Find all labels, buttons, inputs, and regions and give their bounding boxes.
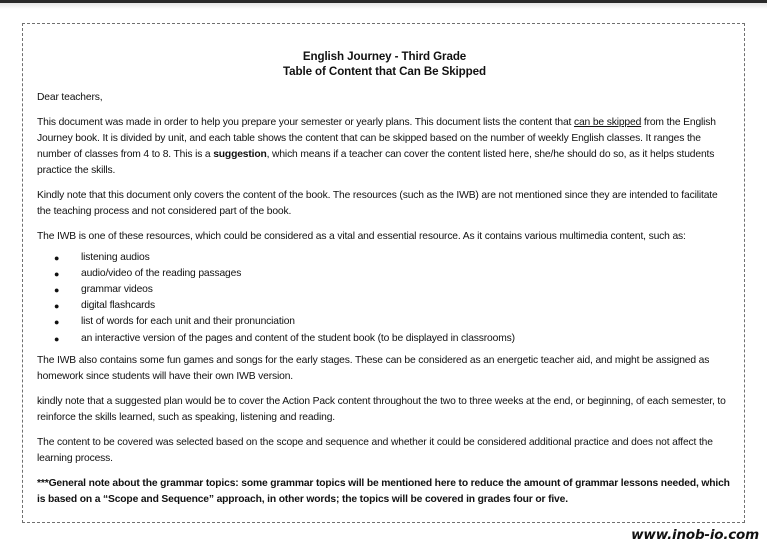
list-item-text: listening audios: [81, 251, 150, 263]
list-item: [54, 282, 732, 298]
list-item-text: an interactive version of the pages and content of the student book (to be displayed in classrooms): [81, 332, 515, 344]
iwb-content-list: [37, 250, 732, 347]
bullet-icon: ●: [54, 252, 60, 263]
paragraph-selection: The content to be covered was selected based on the scope and sequence and whether it could be considered additional practice and does not affect the learning process.: [37, 436, 713, 464]
list-item: [54, 331, 732, 347]
title-line-2: Table of Content that Can Be Skipped: [283, 64, 486, 78]
list-item-text: digital flashcards: [81, 300, 155, 312]
bullet-icon: ●: [54, 301, 60, 312]
list-item-text: audio/video of the reading passages: [81, 267, 242, 279]
paragraph-intro: [37, 115, 732, 180]
list-item-text: list of words for each unit and their pronunciation: [81, 316, 295, 328]
paragraph-iwb-intro: The IWB is one of these resources, which could be considered as a vital and essential resource. As it contains various multimedia content, such as:: [37, 230, 686, 242]
list-item-text: grammar videos: [81, 284, 153, 296]
intro-text-1: This document was made in order to help you prepare your semester or yearly plans. This document lists the content that: [37, 116, 574, 128]
list-item: [54, 266, 732, 282]
greeting: Dear teachers,: [37, 92, 103, 103]
intro-text-2: from the English Journey book. It is divided by unit, and each table shows the content that can be skipped based on the number of weekly English classes. It ranges the number of classes from 4 to 8. This is a: [37, 116, 716, 161]
watermark: www.inob-io.com: [631, 527, 759, 543]
paragraph-iwb-games: The IWB also contains some fun games and songs for the early stages. These can be considered as an energetic teacher aid, and might be assigned as homework since students will have their own IWB version.: [37, 354, 710, 383]
bullet-icon: ●: [54, 333, 60, 344]
list-item: [54, 314, 732, 330]
bullet-icon: ●: [54, 285, 60, 296]
list-item: [54, 250, 732, 266]
title-line-1: English Journey - Third Grade: [302, 50, 467, 63]
paragraph-resources-note: Kindly note that this document only covers the content of the book. The resources (such as the IWB) are not mentioned since they are intended to facilitate the teaching process and not considered part of the book.: [37, 190, 718, 218]
bullet-icon: ●: [54, 317, 60, 328]
paragraph-action-pack: kindly note that a suggested plan would be to cover the Action Pack content throughout the two to three weeks at the end, or beginning, of each semester, to reinforce the skills learned, such as speaking, listening and reading.: [37, 395, 726, 423]
intro-text-3: , which means if a teacher can cover the content listed here, she/he should do so, as it helps students practice the skills.: [37, 149, 715, 177]
general-grammar-note: ***General note about the grammar topics: some grammar topics will be mentioned here to reduce the amount of grammar lessons needed, which is based on a “Scope and Sequence” approach, in other words; the topics will be covered in grades four or five.: [37, 477, 730, 505]
document-title: [37, 50, 732, 79]
list-item: [54, 298, 732, 314]
document-content: [37, 50, 732, 516]
bold-word: suggestion: [213, 149, 267, 161]
bullet-icon: ●: [54, 268, 60, 279]
underlined-phrase: can be skipped: [573, 116, 642, 128]
top-shadow: [0, 3, 767, 9]
